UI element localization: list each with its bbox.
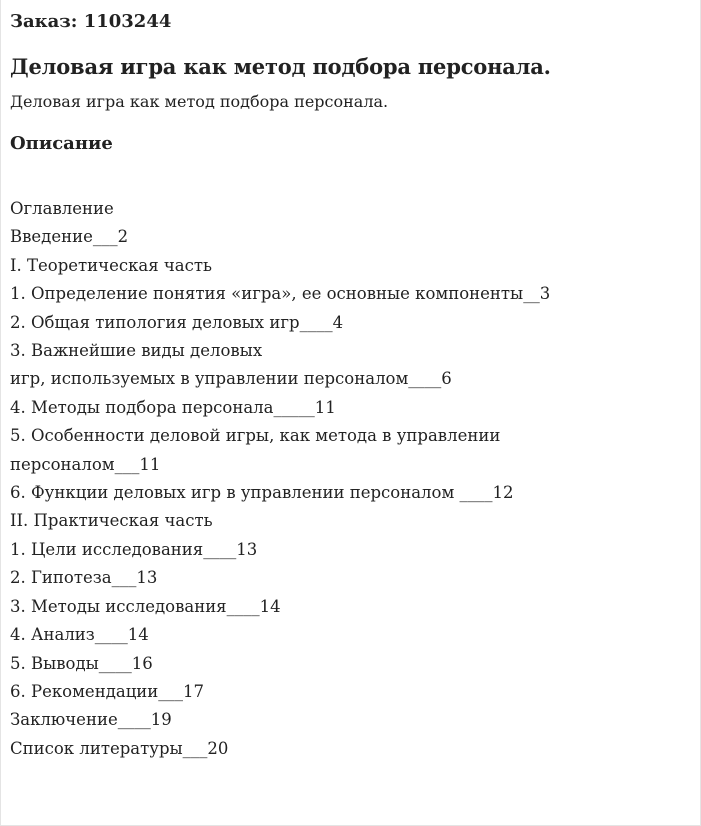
page-title: Деловая игра как метод подбора персонала. bbox=[10, 54, 551, 79]
toc-line: 3. Важнейшие виды деловых bbox=[10, 341, 263, 361]
toc-line: 1. Определение понятия «игра», ее основные компоненты__3 bbox=[10, 284, 551, 304]
toc-line: 4. Анализ____14 bbox=[10, 625, 149, 645]
toc-line: II. Практическая часть bbox=[10, 511, 213, 531]
toc-line: 3. Методы исследования____14 bbox=[10, 596, 281, 616]
toc-line: игр, используемых в управлении персоналом____6 bbox=[10, 369, 452, 389]
toc-line: персоналом___11 bbox=[10, 454, 161, 474]
toc-line: 6. Функции деловых игр в управлении персоналом ____12 bbox=[10, 483, 514, 503]
description-heading: Описание bbox=[10, 133, 113, 154]
toc-line: I. Теоретическая часть bbox=[10, 255, 212, 275]
toc-line: 1. Цели исследования____13 bbox=[10, 539, 258, 559]
toc-line: 4. Методы подбора персонала_____11 bbox=[10, 397, 336, 417]
toc-line: Оглавление bbox=[10, 199, 114, 218]
toc-line: Список литературы___20 bbox=[10, 738, 229, 758]
toc-line: 6. Рекомендации___17 bbox=[10, 681, 205, 701]
toc-line: 2. Гипотеза___13 bbox=[10, 568, 158, 588]
order-number: Заказ: 1103244 bbox=[10, 11, 172, 32]
toc-line: Введение___2 bbox=[10, 227, 129, 247]
toc-line: 2. Общая типология деловых игр____4 bbox=[10, 312, 344, 332]
table-of-contents bbox=[10, 195, 690, 763]
page-subtitle: Деловая игра как метод подбора персонала. bbox=[10, 92, 389, 111]
toc-line: 5. Особенности деловой игры, как метода в управлении bbox=[10, 426, 501, 446]
toc-line: 5. Выводы____16 bbox=[10, 653, 153, 673]
toc-line: Заключение____19 bbox=[10, 710, 172, 730]
